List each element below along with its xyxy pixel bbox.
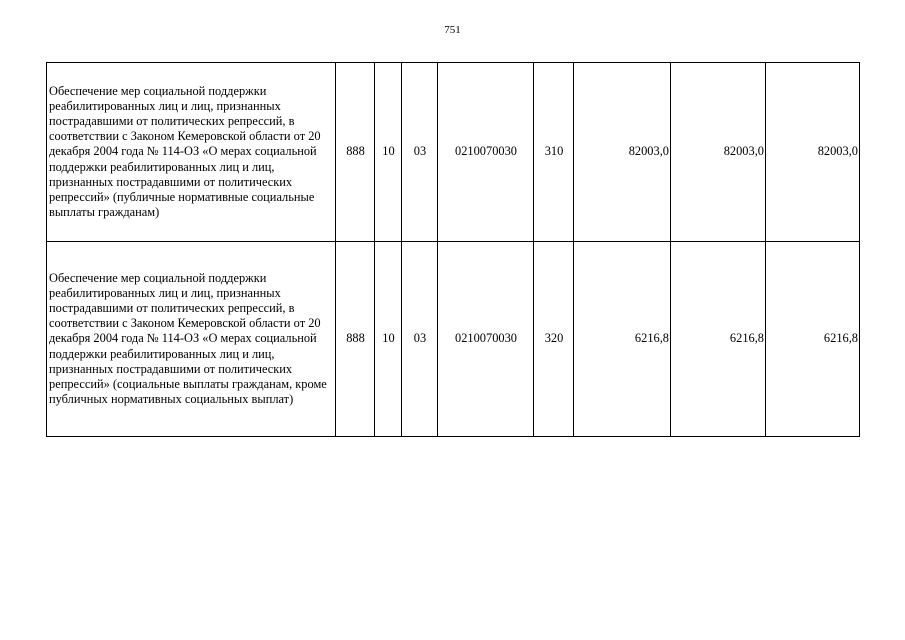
expense-type-code: 310 — [534, 63, 574, 242]
expense-type-code: 320 — [534, 242, 574, 437]
sum-year-2: 82003,0 — [671, 63, 766, 242]
table-row — [47, 242, 860, 437]
subsection-code: 03 — [402, 63, 438, 242]
sum-year-1: 6216,8 — [574, 242, 671, 437]
sum-year-3: 82003,0 — [766, 63, 860, 242]
section-code: 10 — [375, 63, 402, 242]
row-description: Обеспечение мер социальной поддержки реабилитированных лиц и лиц, признанных пострадавшими от политических репрессий, в соответствии с Законом Кемеровской области от 20 декабря 2004 года № 114-ОЗ «О мерах социальной поддержки реабилитированных лиц и лиц, признанных пострадавшими от политических репрессий» (публичные нормативные социальные выплаты гражданам) — [47, 63, 336, 242]
subsection-code: 03 — [402, 242, 438, 437]
target-article-code: 0210070030 — [438, 63, 534, 242]
ministry-code: 888 — [336, 63, 375, 242]
page-number: 751 — [444, 24, 461, 36]
sum-year-3: 6216,8 — [766, 242, 860, 437]
target-article-code: 0210070030 — [438, 242, 534, 437]
sum-year-1: 82003,0 — [574, 63, 671, 242]
sum-year-2: 6216,8 — [671, 242, 766, 437]
budget-table — [46, 62, 860, 437]
ministry-code: 888 — [336, 242, 375, 437]
row-description: Обеспечение мер социальной поддержки реабилитированных лиц и лиц, признанных пострадавшими от политических репрессий, в соответствии с Законом Кемеровской области от 20 декабря 2004 года № 114-ОЗ «О мерах социальной поддержки реабилитированных лиц и лиц, признанных пострадавшими от политических репрессий» (социальные выплаты гражданам, кроме публичных нормативных социальных выплат) — [47, 242, 336, 437]
section-code: 10 — [375, 242, 402, 437]
table-row — [47, 63, 860, 242]
